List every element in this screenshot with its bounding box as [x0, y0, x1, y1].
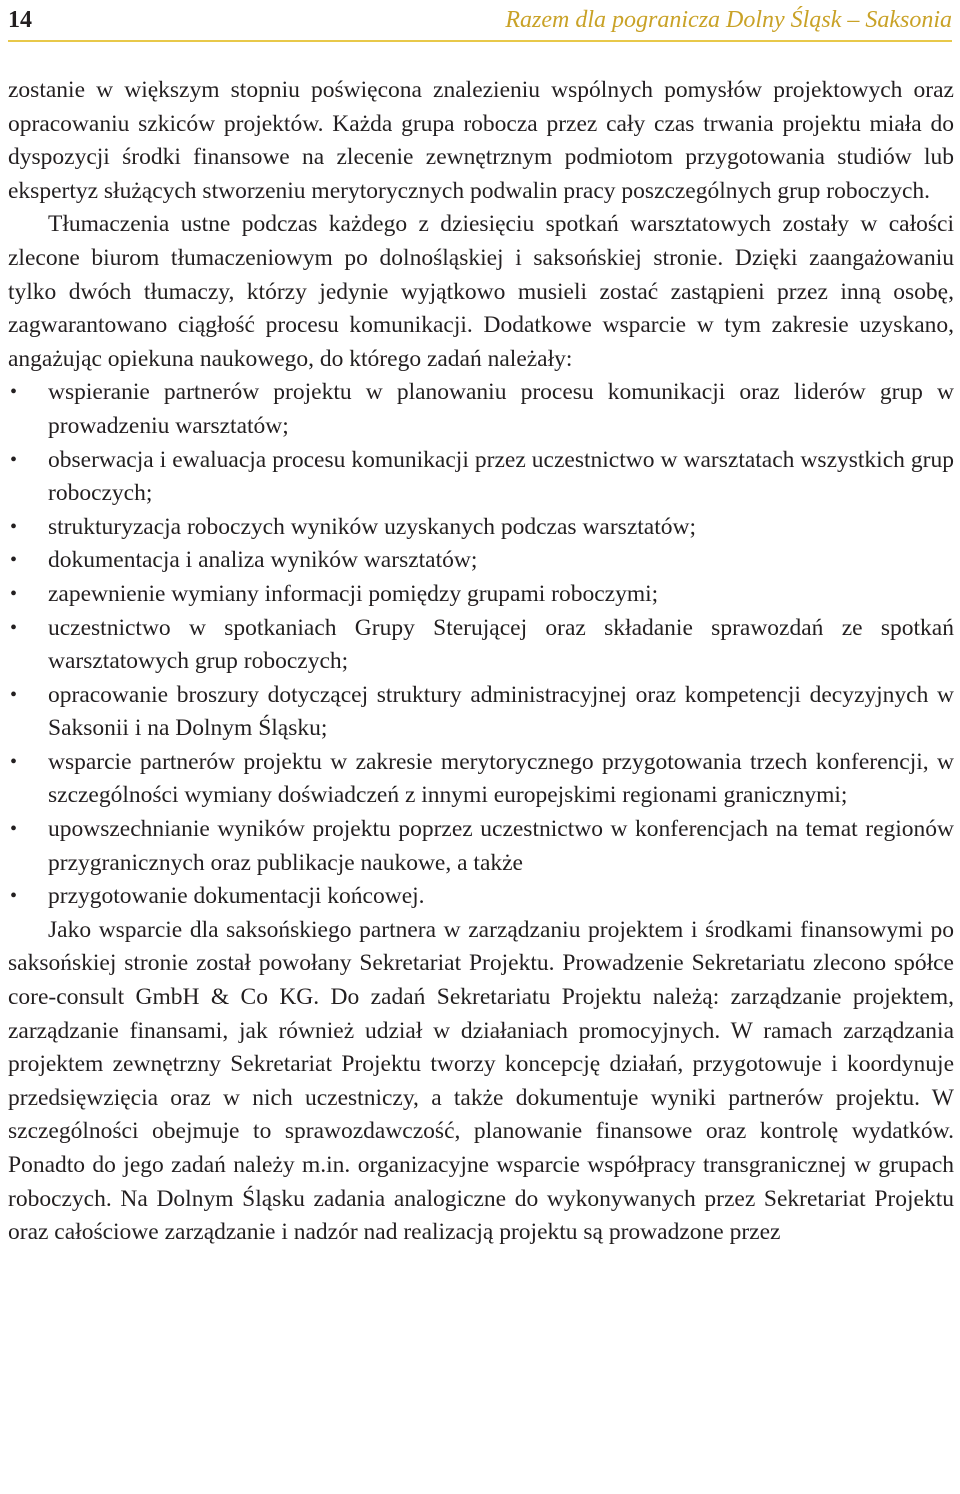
- bullet-icon: •: [10, 885, 18, 908]
- list-item: [8, 578, 954, 612]
- list-item: [8, 511, 954, 545]
- list-item-text: zapewnienie wymiany informacji pomiędzy grupami roboczymi;: [48, 580, 659, 607]
- list-item: [8, 612, 954, 679]
- bullet-icon: •: [10, 582, 18, 605]
- list-item: [8, 880, 954, 914]
- list-item-text: wspieranie partnerów projektu w planowaniu procesu komunikacji oraz liderów grup w prowadzeniu warsztatów;: [48, 379, 954, 439]
- list-item-text: obserwacja i ewaluacja procesu komunikacji przez uczestnictwo w warsztatach wszystkich grup roboczych;: [48, 446, 954, 507]
- bullet-icon: •: [10, 515, 18, 538]
- paragraph: Tłumaczenia ustne podczas każdego z dziesięciu spotkań warsztatowych zostały w całości zlecone biurom tłumaczeniowym po dolnośląskiej i saksońskiej stronie. Dzięki zaangażowaniu tylko dwóch tłumaczy, którzy jedynie wyjątkowo musieli zostać zastąpieni przez inną osobę, zagwarantowano ciągłość procesu komunikacji. Dodatkowe wsparcie w tym zakresie uzyskano, angażując opiekuna naukowego, do którego zadań należały:: [8, 211, 954, 372]
- page-number: 14: [8, 6, 32, 33]
- list-item-text: wsparcie partnerów projektu w zakresie merytorycznego przygotowania trzech konferencji, w szczególności wymiany doświadczeń z innymi europejskimi regionami granicznymi;: [48, 748, 954, 809]
- bullet-icon: •: [10, 683, 18, 706]
- bullet-icon: •: [10, 616, 18, 639]
- list-item: [8, 746, 954, 813]
- bullet-icon: •: [10, 750, 18, 773]
- list-item-text: dokumentacja i analiza wyników warsztatów;: [48, 547, 478, 574]
- paragraph: zostanie w większym stopniu poświęcona znalezieniu wspólnych pomysłów projektowych oraz opracowaniu szkiców projektów. Każda grupa robocza przez cały czas trwania projektu miała do dyspozycji środki finansowe na zlecenie zewnętrznym podmiotom przygotowania studiów lub ekspertyz służących stworzeniu merytorycznych podwalin pracy poszczególnych grup roboczych.: [8, 77, 954, 204]
- list-item: [8, 544, 954, 578]
- body-text: [8, 74, 954, 1250]
- list-item-text: upowszechnianie wyników projektu poprzez uczestnictwo w konferencjach na temat regionów przygranicznych oraz publikacje naukowe, a także: [48, 816, 954, 876]
- list-item-text: opracowanie broszury dotyczącej struktury administracyjnej oraz kompetencji decyzyjnych w Saksonii i na Dolnym Śląsku;: [48, 681, 954, 742]
- list-item: [8, 813, 954, 880]
- list-item-text: uczestnictwo w spotkaniach Grupy Sterującej oraz składanie sprawozdań ze spotkań warsztatowych grup roboczych;: [48, 614, 954, 675]
- running-title: Razem dla pogranicza Dolny Śląsk – Saksonia: [505, 6, 952, 33]
- list-item: [8, 679, 954, 746]
- bullet-list: [8, 376, 954, 914]
- paragraph: Jako wsparcie dla saksońskiego partnera w zarządzaniu projektem i środkami finansowymi po saksońskiej stronie został powołany Sekretariat Projektu. Prowadzenie Sekretariatu zlecono spółce core-consult GmbH & Co KG. Do zadań Sekretariatu Projektu należą: zarządzanie projektem, zarządzanie finansami, jak również udział w działaniach promocyjnych. W ramach zarządzania projektem zewnętrzny Sekretariat Projektu tworzy koncepcję działań, przygotowuje i koordynuje przedsięwzięcia oraz w nich uczestniczy, a także dokumentuje wyniki partnerów projektu. W szczególności obejmuje to sprawozdawczość, planowanie finansowe oraz kontrolę wydatków. Ponadto do jego zadań należy m.in. organizacyjne wsparcie współpracy transgranicznej w grupach roboczych. Na Dolnym Śląsku zadania analogiczne do wykonywanych przez Sekretariat Projektu oraz całościowe zarządzanie i nadzór nad realizacją projektu są prowadzone przez: [8, 916, 954, 1246]
- bullet-icon: •: [10, 818, 18, 841]
- page-header: [8, 0, 952, 42]
- bullet-icon: •: [10, 549, 18, 572]
- bullet-icon: •: [10, 381, 18, 404]
- list-item-text: przygotowanie dokumentacji końcowej.: [48, 883, 425, 910]
- list-item-text: strukturyzacja roboczych wyników uzyskanych podczas warsztatów;: [48, 513, 696, 540]
- bullet-icon: •: [10, 448, 18, 471]
- list-item: [8, 376, 954, 443]
- list-item: [8, 444, 954, 511]
